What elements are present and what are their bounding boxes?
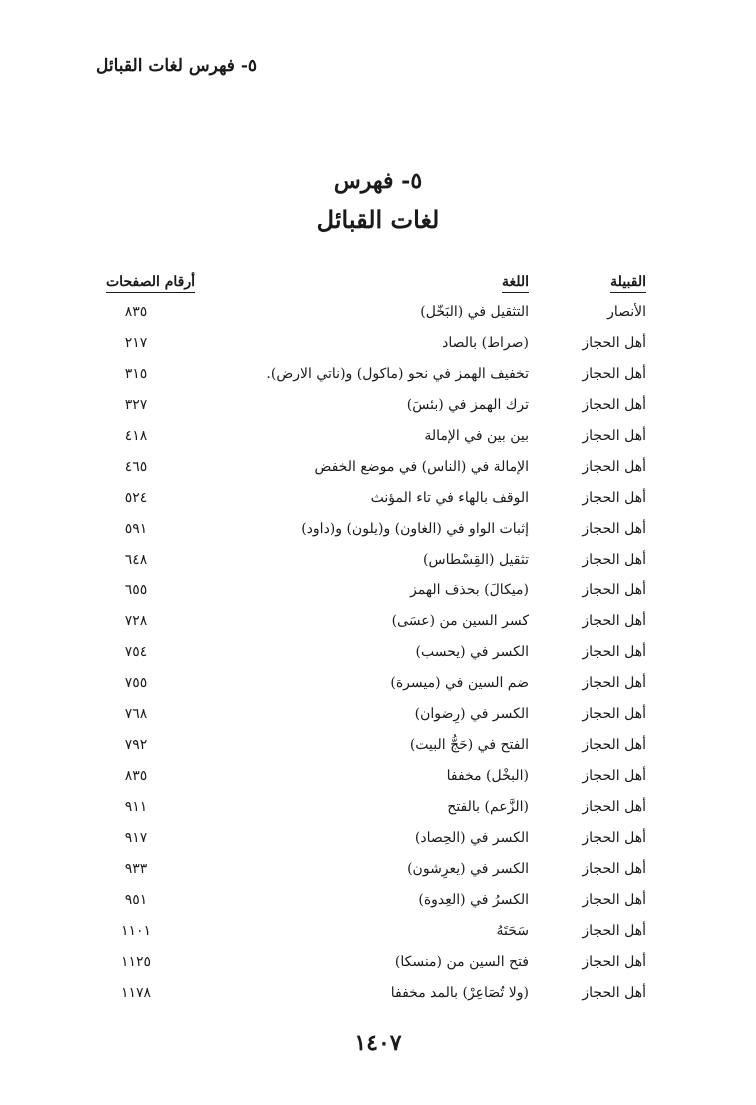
page-ref-cell: ٥٩١	[124, 520, 148, 537]
page-ref-cell: ٣٢٧	[124, 396, 148, 413]
page-ref-cell: ٩١٧	[124, 829, 148, 846]
table-row	[0, 954, 756, 985]
page-ref-cell: ١١٠١	[120, 922, 152, 939]
tribe-cell: أهل الحجاز	[582, 644, 646, 661]
tribe-cell: الأنصار	[607, 304, 646, 320]
tribe-cell: أهل الحجاز	[582, 675, 646, 692]
tribe-cell: أهل الحجاز	[582, 891, 646, 908]
page-ref-cell: ٦٤٨	[124, 551, 148, 568]
language-cell: ضم السين في (ميسرة)	[390, 675, 529, 692]
table-row	[0, 459, 756, 490]
language-cell: (الزَّعم) بالفتح	[447, 799, 529, 815]
language-cell: إثبات الواو في (الغاون) و(يلون) و(داود)	[301, 520, 529, 537]
page-ref-cell: ١١٧٨	[120, 984, 152, 1001]
table-row	[0, 830, 756, 861]
language-cell: سَحَتَهُ	[496, 922, 529, 939]
tribe-cell: أهل الحجاز	[582, 737, 646, 754]
language-cell: (البخْل) مخففا	[446, 768, 529, 785]
language-cell: التثقيل في (البَخّل)	[420, 304, 529, 320]
tribe-cell: أهل الحجاز	[582, 551, 646, 568]
table-row	[0, 768, 756, 799]
language-cell: بين بين في الإمالة	[424, 427, 529, 444]
page-ref-cell: ٩٥١	[124, 891, 148, 908]
page-ref-cell: ٧٩٢	[124, 737, 148, 754]
language-cell: الكسر في (رِضوان)	[414, 706, 529, 723]
tribe-cell: أهل الحجاز	[582, 427, 646, 444]
tribe-cell: أهل الحجاز	[582, 829, 646, 846]
table-row	[0, 613, 756, 644]
column-header-tribe: القبيلة	[610, 274, 646, 293]
tribe-cell: أهل الحجاز	[582, 334, 646, 351]
table-row	[0, 582, 756, 613]
language-cell: ترك الهمز في (بئسَ)	[406, 396, 529, 413]
page-ref-cell: ٣١٥	[124, 365, 148, 382]
section-title: لغات القبائل	[316, 205, 440, 234]
language-cell: الكسر في (الحِصاد)	[414, 829, 529, 846]
language-cell: (ولا تُصَاعِرْ) بالمد مخففا	[390, 984, 529, 1001]
column-header-pages: أرقام الصفحات	[106, 274, 195, 293]
language-cell: الوقف بالهاء في تاء المؤنث	[370, 489, 529, 506]
tribe-cell: أهل الحجاز	[582, 613, 646, 630]
language-cell: فتح السين من (منسكا)	[394, 953, 529, 970]
page-ref-cell: ٧٥٥	[124, 675, 148, 692]
table-row	[0, 490, 756, 521]
page-ref-cell: ٧٦٨	[124, 706, 148, 723]
column-header-language: اللغة	[502, 274, 529, 293]
page-ref-cell: ٨٣٥	[124, 768, 148, 785]
section-number-title: ٥- فهرس	[333, 168, 423, 194]
tribe-cell: أهل الحجاز	[582, 860, 646, 877]
tribe-cell: أهل الحجاز	[582, 768, 646, 785]
table-row	[0, 366, 756, 397]
table-row	[0, 737, 756, 768]
tribe-cell: أهل الحجاز	[582, 489, 646, 506]
tribe-cell: أهل الحجاز	[582, 799, 646, 815]
tribe-cell: أهل الحجاز	[582, 922, 646, 939]
page-ref-cell: ٤١٨	[124, 427, 148, 444]
page-ref-cell: ١١٢٥	[120, 953, 152, 970]
language-cell: الكسر في (يعرِشون)	[407, 860, 529, 877]
tribe-cell: أهل الحجاز	[582, 458, 646, 475]
table-row	[0, 521, 756, 552]
table-row	[0, 923, 756, 954]
language-cell: الكسر في (يحسب)	[415, 644, 529, 661]
language-cell: كسر السين من (عسَى)	[391, 613, 529, 630]
table-row	[0, 552, 756, 583]
tribe-cell: أهل الحجاز	[582, 953, 646, 970]
tribe-cell: أهل الحجاز	[582, 520, 646, 537]
table-row	[0, 335, 756, 366]
page-ref-cell: ٤٦٥	[124, 458, 148, 475]
language-cell: الكسرُ في (العِدوة)	[418, 891, 529, 908]
language-cell: الإمالة في (الناس) في موضع الخفض	[314, 458, 529, 475]
language-cell: تثقيل (القِسْطاس)	[423, 551, 529, 568]
language-cell: تخفيف الهمز في نحو (ماكول) و(ناتي الارض).	[266, 365, 529, 382]
table-row	[0, 861, 756, 892]
page-ref-cell: ٦٥٥	[124, 582, 148, 599]
index-table-body	[0, 304, 756, 1016]
tribe-cell: أهل الحجاز	[582, 984, 646, 1001]
table-row	[0, 892, 756, 923]
table-row	[0, 799, 756, 830]
table-row	[0, 644, 756, 675]
language-cell: الفتح في (حَجُّ البيت)	[409, 737, 529, 754]
table-row	[0, 428, 756, 459]
page-ref-cell: ٩٣٣	[124, 860, 148, 877]
page-ref-cell: ٧٢٨	[124, 613, 148, 630]
table-row	[0, 304, 756, 335]
running-head: ٥- فهرس لغات القبائل	[96, 56, 258, 76]
page-ref-cell: ٩١١	[124, 799, 148, 815]
page-ref-cell: ٥٢٤	[124, 489, 148, 506]
tribe-cell: أهل الحجاز	[582, 365, 646, 382]
language-cell: (ميكالَ) بحذف الهمز	[410, 582, 529, 599]
page-ref-cell: ٢١٧	[124, 334, 148, 351]
language-cell: (صراط) بالصاد	[442, 334, 529, 351]
tribe-cell: أهل الحجاز	[582, 396, 646, 413]
page-ref-cell: ٨٣٥	[124, 304, 148, 320]
page-ref-cell: ٧٥٤	[124, 644, 148, 661]
tribe-cell: أهل الحجاز	[582, 706, 646, 723]
page-number: ١٤٠٧	[354, 1030, 402, 1056]
table-row	[0, 985, 756, 1016]
table-row	[0, 675, 756, 706]
table-row	[0, 706, 756, 737]
tribe-cell: أهل الحجاز	[582, 582, 646, 599]
table-row	[0, 397, 756, 428]
